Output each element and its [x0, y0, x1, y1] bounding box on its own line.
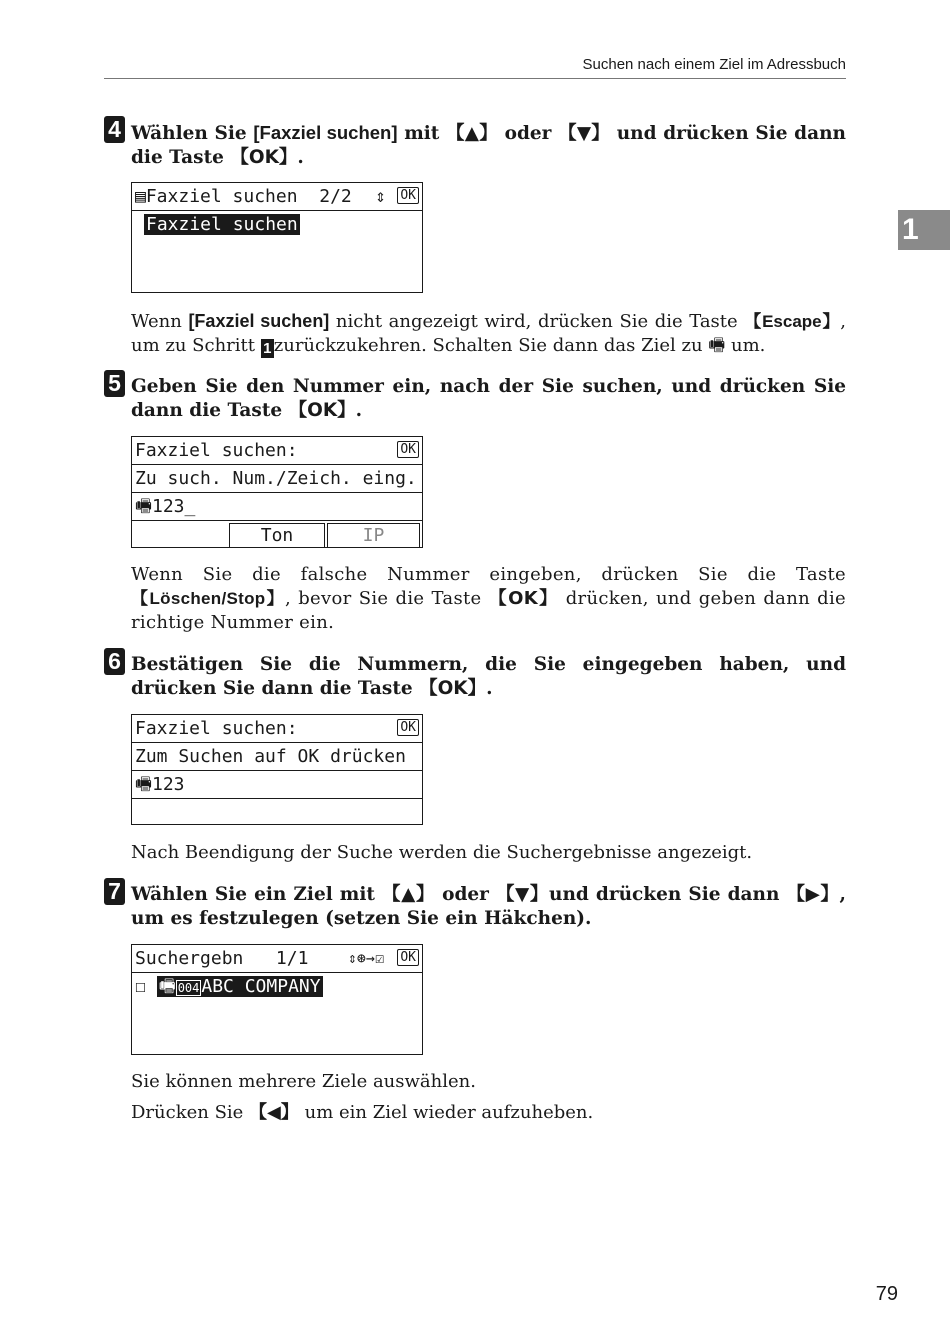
- ok-icon: OK: [397, 441, 419, 458]
- note-paragraph: Wenn Sie die falsche Nummer eingeben, drücken Sie die Taste 【Löschen/Stop】, bevor Sie die Taste 【OK】 drücken, und geben dann die richtige Nummer ein.: [131, 564, 846, 633]
- note-paragraph: Sie können mehrere Ziele auswählen.: [131, 1071, 476, 1092]
- lcd-item: Faxziel suchen: [146, 214, 298, 235]
- result-item[interactable]: 🖷 004 ABC COMPANY: [158, 976, 321, 997]
- step-number: 6: [104, 648, 125, 675]
- softkey-ton[interactable]: Ton: [229, 523, 325, 547]
- lcd-screen: [131, 182, 423, 293]
- step-instruction: Geben Sie den Nummer ein, nach der Sie suchen, und drücken Sie dann die Taste 【OK】.: [131, 376, 846, 421]
- step-instruction: Wählen Sie ein Ziel mit 【▲】 oder 【▼】und drücken Sie dann 【▶】, um es festzulegen (setzen Sie ein Häkchen).: [131, 884, 846, 929]
- up-key: 【▲】: [446, 123, 498, 144]
- fax-icon: 🖷: [708, 335, 726, 356]
- note-paragraph: Wenn [Faxziel suchen] nicht angezeigt wird, drücken Sie die Taste 【Escape】, um zu Schritt 1 zurückzukehren. Schalten Sie dann das Ziel zu 🖷 um.: [131, 311, 847, 357]
- step-number: 5: [104, 370, 125, 397]
- lcd-screen: Faxziel suchen: OK Zum Suchen auf OK drücken 🖷123: [131, 714, 423, 825]
- step-number: 4: [104, 116, 125, 143]
- fax-icon: 🖷: [158, 976, 176, 997]
- note-paragraph: Drücken Sie 【◀】 um ein Ziel wieder aufzuheben.: [131, 1102, 594, 1123]
- fax-icon: 🖷: [135, 496, 152, 517]
- lcd-screen: Faxziel suchen: OK Zu such. Num./Zeich. eing. 🖷123_ Ton IP: [131, 436, 423, 548]
- key-label: [Faxziel suchen]: [253, 122, 398, 143]
- down-key: 【▼】: [558, 123, 611, 144]
- ok-icon: OK: [397, 187, 419, 204]
- step-instruction: Wählen Sie [Faxziel suchen] mit 【▲】 oder 【▼】 und drücken Sie dann die Taste 【OK】.: [131, 122, 846, 168]
- header-rule: [104, 78, 846, 79]
- list-icon: ▤: [135, 186, 146, 207]
- ok-icon: OK: [397, 719, 419, 736]
- step-instruction: Bestätigen Sie die Nummern, die Sie eingegeben haben, und drücken Sie dann die Taste 【OK】.: [131, 654, 846, 699]
- step-number: 7: [104, 878, 125, 905]
- step-ref-icon: 1: [261, 339, 274, 358]
- lcd-screen: Suchergebn 1/1 ⇕⊛→☑ OK ☐ 🖷 004 ABC COMPANY: [131, 944, 423, 1055]
- page-number: 79: [875, 1283, 898, 1305]
- softkey-ip[interactable]: IP: [327, 523, 420, 547]
- running-header: Suchen nach einem Ziel im Adressbuch: [582, 56, 846, 73]
- updown-icon: ⇕: [375, 186, 386, 207]
- checkbox-icon[interactable]: ☐: [135, 976, 146, 997]
- chapter-tab: 1: [898, 210, 950, 250]
- lcd-title-row: ▤Faxziel suchen 2/2 ⇕ OK: [132, 183, 422, 211]
- fax-icon: 🖷: [135, 774, 152, 795]
- nav-icons: ⇕⊛→☑: [347, 949, 384, 967]
- note-paragraph: Nach Beendigung der Suche werden die Suchergebnisse angezeigt.: [131, 842, 753, 863]
- ok-icon: OK: [397, 949, 419, 966]
- ok-key: 【OK】: [230, 147, 298, 168]
